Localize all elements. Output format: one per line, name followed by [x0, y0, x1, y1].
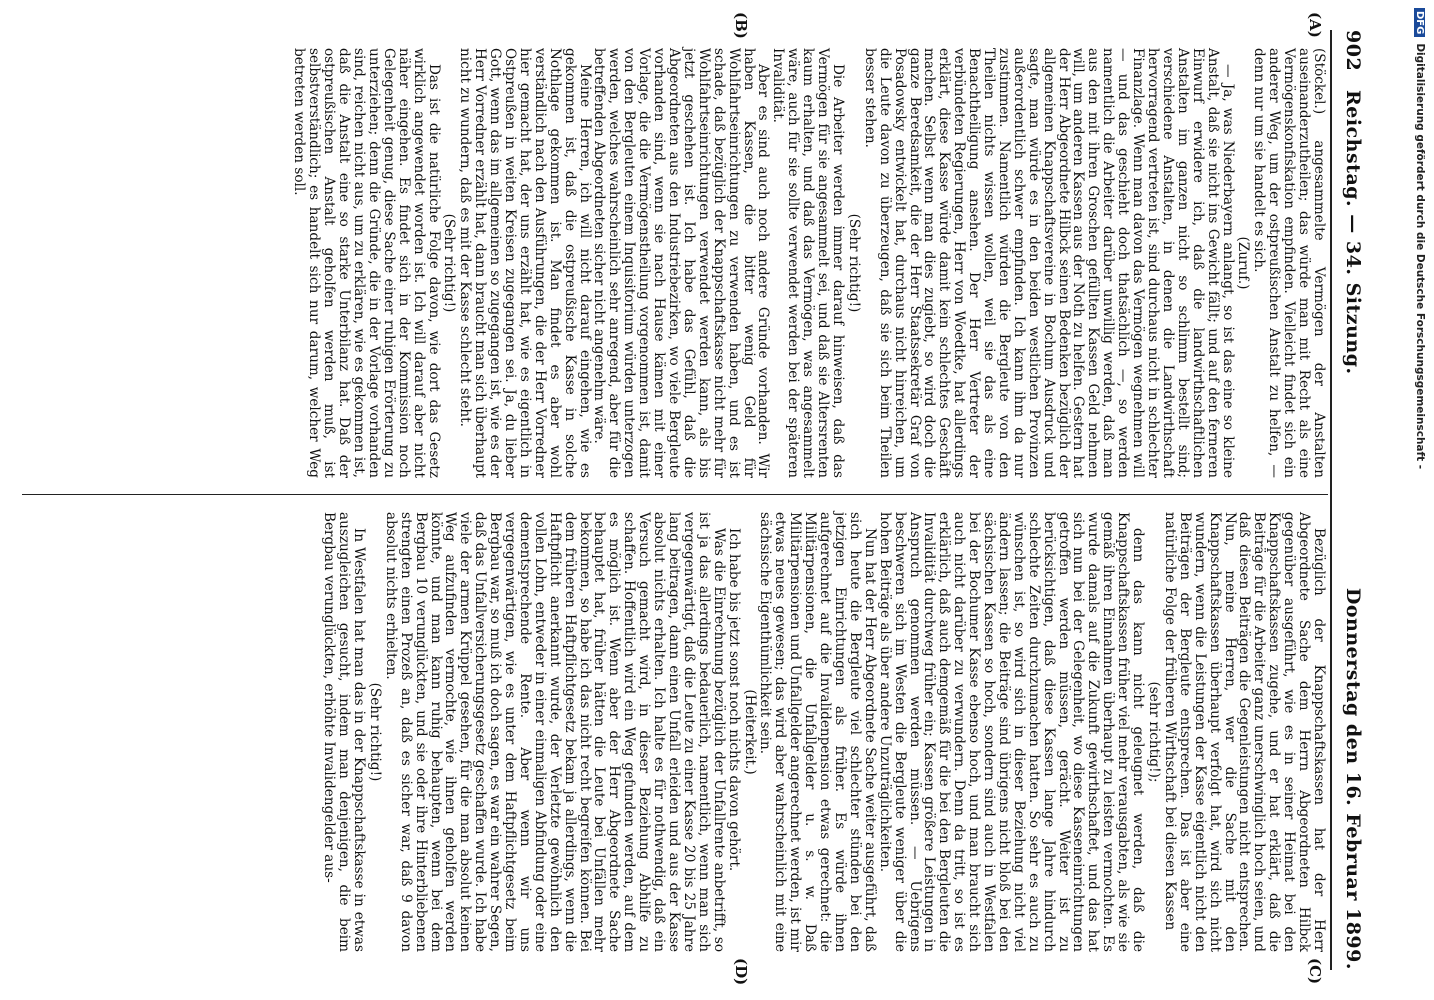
paragraph: denn das kann nicht geleugnet werden, daß die Knappschaftskassen früher viel mehr verausgabten, als wie sie gemäß ihren Einnahmen überhaupt zu leisten vermochten. Es wurde damals auf die Zukunft gewirthschaftet, und das hat sich nun bei der Gelegenheit, wo diese Kasseneinrichtungen getroffen werden müssen, gerächt. Weiter ist zu berücksichtigen, daß diese Kassen lange Jahre hindurch schlechte Zeiten durchzumachen hatten. So sehr es auch zu wünschen ist, so wird sich in dieser Beziehung nicht viel ändern lassen; die Beiträge sind übrigens nicht bloß bei den sächsischen Kassen so hoch, sondern sind auch in Westfalen bei der Bochumer Kasse ebenso hoch, und man braucht sich auch nicht darüber zu verwundern. Denn da tritt, so ist es erklärlich, daß auch demgemäß für die bei den Bergleuten die Invalidität durchweg früher ein; Kassen größere Leistungen in Anspruch genommen werden müssen. — Uebrigens beschweren sich im Westen die Bergleute weniger über die hohen Beiträge als über andere Unzuträglichkeiten. [876, 512, 1147, 952]
interjection: (Sehr richtig!) [366, 682, 383, 782]
paragraph: Meine Herren, ich will nicht darauf eingehen, wie es gekommen ist, daß die ostpreußische Kasse in solche Nothlage gekommen ist. Man findet es aber wohl verständlich nach den Ausführungen, die der Herr Vorredner hier gemacht hat, der uns erzählt hat, wie es eigentlich in Ostpreußen in weiten Kreisen zugegangen sei. Ja, du lieber Gott, wenn das im allgemeinen so zugegangen ist, wie es der Herr Vorredner erzählt hat, dann braucht man sich überhaupt nicht zu wundern, daß es mit der Kasse schlecht steht. [457, 48, 593, 478]
right-text-column [24, 512, 1326, 952]
session-title: Reichstag. — 34. Sitzung. [1342, 90, 1364, 375]
credit-text: Digitalisierung gefördert durch die Deutsche Forschungsgemeinschaft - [1414, 43, 1426, 470]
digitization-credit [1408, 8, 1428, 988]
paragraph: Was die Einrechnung bezüglich der Unfallrente anbetrifft, so ist ja das allerdings bedauerlich, namentlich, wenn man sich vergegenwärtigt, daß die Leute zu einer Kasse 20 bis 25 Jahre lang beitragen, dann einen Unfall erleiden und aus der Kasse absolut nichts erhalten. Ich halte es für nothwendig, daß ein Versuch gemacht wird, in dieser Beziehung Abhilfe zu schaffen. Hoffentlich wird ein Weg gefunden werden, auf dem es möglich ist. Wenn aber der Herr Abgeordnete Sache behauptet hat, früher hätten die Leute bei Unfällen mehr bekommen, so habe ich das nicht recht begreifen können. Bei dem früheren Haftpflichtgesetz bekam ja allerdings, wenn die Haftpflicht anerkannt wurde, der Verletzte gewöhnlich den vollen Lohn, entweder in einer einmaligen Abfindung oder eine dementsprechende Rente. Aber wenn wir uns vergegenwärtigen, wie es unter dem Haftpflichtgesetz beim Bergbau war, so muß ich doch sagen, es war ein wahrer Segen, daß das Unfallversicherungsgesetz geschaffen wurde. Ich habe viele der armen Krüppel gesehen, für die man absolut keinen Weg aufzufinden vermochte, wie ihnen geholfen werden könnte, und man kann ruhig behaupten, wenn bei dem Bergbau 10 verunglückten, und sie oder ihre Hinterbliebenen strengten einen Prozeß an, daß es sicher war, daß 9 davon absolut nichts erhielten. [382, 512, 727, 952]
page-number: 902 [1342, 30, 1364, 72]
paragraph: Die Arbeiter werden immer darauf hinweisen, daß das Vermögen für sie angesammelt sei, und daß sie Altersrenten kaum erhalten, und daß das Vermögen, was angesammelt wäre, auch für sie sollte verwendet werden bei der späteren Invalidität. [770, 48, 846, 478]
interjection: (sehr richtig!); [1146, 681, 1163, 783]
paragraph: — Ja, was Niederbayern anlangt, so ist das eine so kleine Anstalt, daß sie nicht ins Gewicht fällt; und auf den ferneren Einwurf erwidere ich, daß die landwirthschaftlichen Anstalten im ganzen nicht so schlimm bestellt sind; verschiedene Anstalten, in denen die Landwirthschaft hervorragend vertreten ist, sind durchaus nicht in schlechter Finanzlage. Wenn man davon das Vermögen wegnehmen will — und das geschieht doch thatsächlich —, so werden namentlich die Arbeiter darüber unwillig werden, daß man aus den mit ihren Groschen gefüllten Kassen Geld nehmen will, um anderen Kassen aus der Noth zu helfen. Gestern hat der Herr Abgeordnete Hilbck seinen Bedenken bezüglich der allgemeinen Knappschaftsvereine in Bochum Ausdruck und sagte, man würde es in den beiden westlichen Provinzen außerordentlich schwer empfinden. Ich kann ihm da nur zustimmen. Namentlich würden die Bergleute von den Theilen nichts wissen wollen, weil sie das als eine Benachtheiligung ansehen. Der Herr Vertreter der verbündeten Regierungen, Herr von Woedtke, hat allerdings erklärt, diese Kasse würde damit kein schlechtes Geschäft machen. Selbst wenn man dies zugiebt, so wird doch die ganze Beredsamkeit, die der Herr Staatssekretär Graf von Posadowsky entwickelt hat, durchaus nicht hinreichen, um die Leute davon zu überzeugen, daß sie sich beim Theilen besser stehen. [861, 48, 1236, 478]
column-divider [22, 494, 1328, 495]
session-date: Donnerstag den 16. Februar 1899. [1342, 587, 1364, 970]
paragraph: Bezüglich der Knappschaftskassen hat der Herr Abgeordnete Sache dem Herrn Abgeordneten Hilbck gegenüber ausgeführt, wie es in seiner Heimat bei den Knappschaftskassen zugehe, und er hat erklärt, daß die Beiträge für die Arbeiter ganz unerschwinglich hoch seien, und daß diesen Beiträgen die Gegenleistungen nicht entsprechen. Nun, meine Herren, wer die Sache mit den Knappschaftskassen überhaupt verfolgt hat, wird sich nicht wundern, wenn die Leistungen der Kasse eigentlich nicht den Beiträgen der Bergleute entsprechen. Das ist aber eine natürliche Folge der früheren Wirthschaft bei diesen Kassen [1161, 512, 1327, 952]
interjection: (Heiterkeit.) [741, 689, 758, 775]
paragraph: Ich habe bis jetzt sonst noch nichts davon gehört. [725, 528, 742, 872]
left-text-column [24, 48, 1326, 478]
paragraph: (Stöckel.) angesammelte Vermögen der Anstalten auseinanderzutheilen; das würde man mit Recht als eine Vermögenskonfiskation empfinden. Vielleicht findet sich ein anderer Weg, um der ostpreußischen Anstalt zu helfen, — denn nur um sie handelt es sich. [1251, 48, 1327, 478]
marker-d: (D) [732, 958, 750, 986]
document-page [10, 0, 1390, 1000]
marker-a: (A) [1306, 12, 1324, 38]
page-header [1330, 30, 1372, 970]
interjection: (Sehr richtig!) [441, 213, 458, 313]
marker-c: (C) [1306, 958, 1324, 985]
marker-b: (B) [732, 12, 750, 39]
paragraph: Das ist die natürliche Folge davon, wie dort das Gesetz wirklich angewendet worden ist. Ich will darauf aber nicht näher eingehen. Es findet sich in der Kommission noch Gelegenheit genug, diese Sache einer ruhigen Erörterung zu unterziehen; denn die Gründe, die in der Vorlage vorhanden sind, reichen nicht aus, um zu erklären, wie es gekommen ist, daß die Anstalt eine so starke Unterbilanz hat. Daß der ostpreußischen Anstalt geholfen werden muß, ist selbstverständlich; es handelt sich nur darum, welcher Weg betreten werden soll. [291, 48, 442, 478]
paragraph: Nun hat der Herr Abgeordnete Sache weiter ausgeführt, daß sich heute die Bergleute viel schlechter stünden bei den jetzigen Einrichtungen als früher. Es würde ihnen aufgerechnet auf die Invalidenpension etwas gerechnet: die Militärpensionen, die Unfallgelder u. s. w. Daß Militärpensionen und Unfallgelder angerechnet werden, ist mir etwas neues gewesen; das wird aber wahrscheinlich mit eine sächsische Eigenthümlichkeit sein. [757, 512, 878, 952]
paragraph: In Westfalen hat man das in der Knappschaftskasse in etwas auszugleichen gesucht, indem man denjenigen, die beim Bergbau verunglückten, erhöhte Invalidengelder aus- [321, 512, 367, 952]
interjection: (Zuruf.) [1235, 236, 1252, 290]
interjection: (Sehr richtig!) [845, 213, 862, 313]
paragraph: Aber es sind auch noch andere Gründe vorhanden. Wir haben Kassen, die bitter wenig Geld für Wohlfahrtseinrichtungen zu verwenden haben, und es ist schade, daß bezüglich der Knappschaftskasse nicht mehr für Wohlfahrtseinrichtungen verwendet werden kann, als bis jetzt geschehen ist. Ich habe das Gefühl, daß die Abgeordneten aus den Industriebezirken, wo viele Bergleute vorhanden sind, wenn sie nach Hause kämen mit einer Vorlage, die die Vermögenstheilung vorgenommen ist, damit von den Bergleuten einem Inquisitorium würden unterzogen werden, welches wahrscheinlich sehr anregend, aber für die betreffenden Abgeordneten sicher nicht angenehm wäre. [591, 48, 772, 478]
dfg-logo: DFG [1414, 8, 1425, 37]
